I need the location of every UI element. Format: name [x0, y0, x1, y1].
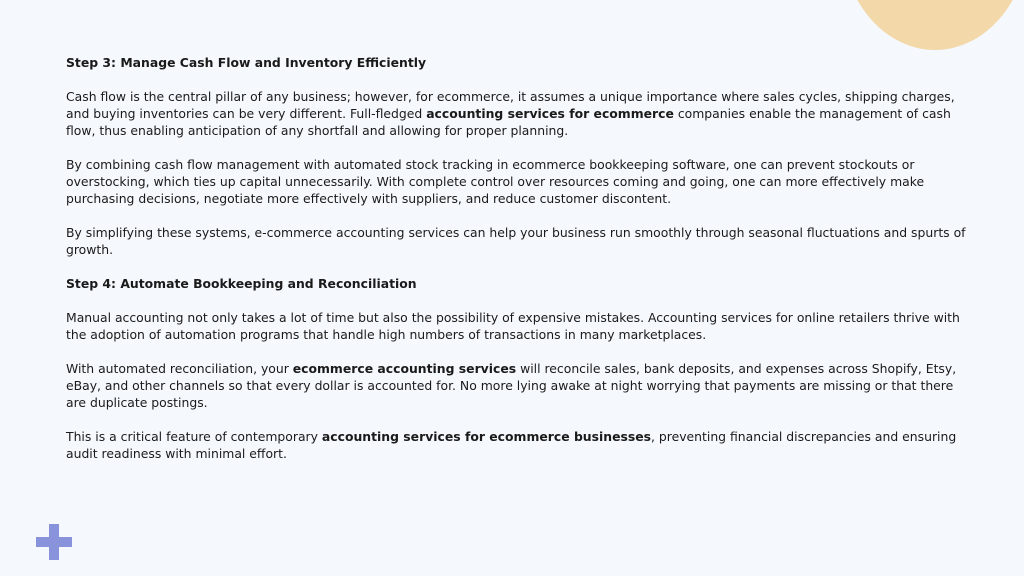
step4-paragraph-1: Manual accounting not only takes a lot of time but also the possibility of expensive mistakes. Accounting services for online retailers thrive with the adoption of automation programs that handle high numbers of transactions in many marketplaces.: [66, 310, 960, 342]
bold-phrase: ecommerce accounting services: [292, 361, 517, 376]
step4-heading: Step 4: Automate Bookkeeping and Reconciliation: [66, 276, 417, 291]
document-body: [66, 54, 966, 479]
step4-paragraph-2: [66, 360, 966, 411]
step3-paragraph-3: By simplifying these systems, e-commerce accounting services can help your business run smoothly through seasonal fluctuations and spurts of growth.: [66, 225, 966, 257]
text-run: will reconcile sales, bank deposits, and expenses across Shopify, Etsy, eBay, and other channels so that every dollar is accounted for. No more lying awake at night worrying that payments are missing or that there are duplicate postings.: [66, 361, 957, 410]
text-run: companies enable the management of cash flow, thus enabling anticipation of any shortfall and allowing for proper planning.: [66, 106, 951, 138]
step3-heading: Step 3: Manage Cash Flow and Inventory Efficiently: [66, 55, 427, 70]
text-run: , preventing financial discrepancies and ensuring audit readiness with minimal effort.: [66, 429, 957, 461]
bold-phrase: accounting services for ecommerce businesses: [321, 429, 652, 444]
step3-paragraph-2: By combining cash flow management with automated stock tracking in ecommerce bookkeeping software, one can prevent stockouts or overstocking, which ties up capital unnecessarily. With complete control over resources coming and going, one can more effectively make purchasing decisions, negotiate more effectively with suppliers, and reduce customer discontent.: [66, 157, 925, 206]
plus-icon-vertical-bar: [49, 524, 59, 560]
step3-paragraph-1: [66, 88, 966, 139]
plus-icon: [36, 524, 72, 560]
bold-phrase: accounting services for ecommerce: [426, 106, 674, 121]
text-run: With automated reconciliation, your: [66, 361, 293, 376]
decorative-blob: [840, 0, 1024, 50]
text-run: This is a critical feature of contemporary: [66, 429, 322, 444]
step4-paragraph-3: [66, 428, 966, 462]
text-run: Cash flow is the central pillar of any business; however, for ecommerce, it assumes a unique importance where sales cycles, shipping charges, and buying inventories can be very different. Full-fledged: [66, 89, 955, 121]
